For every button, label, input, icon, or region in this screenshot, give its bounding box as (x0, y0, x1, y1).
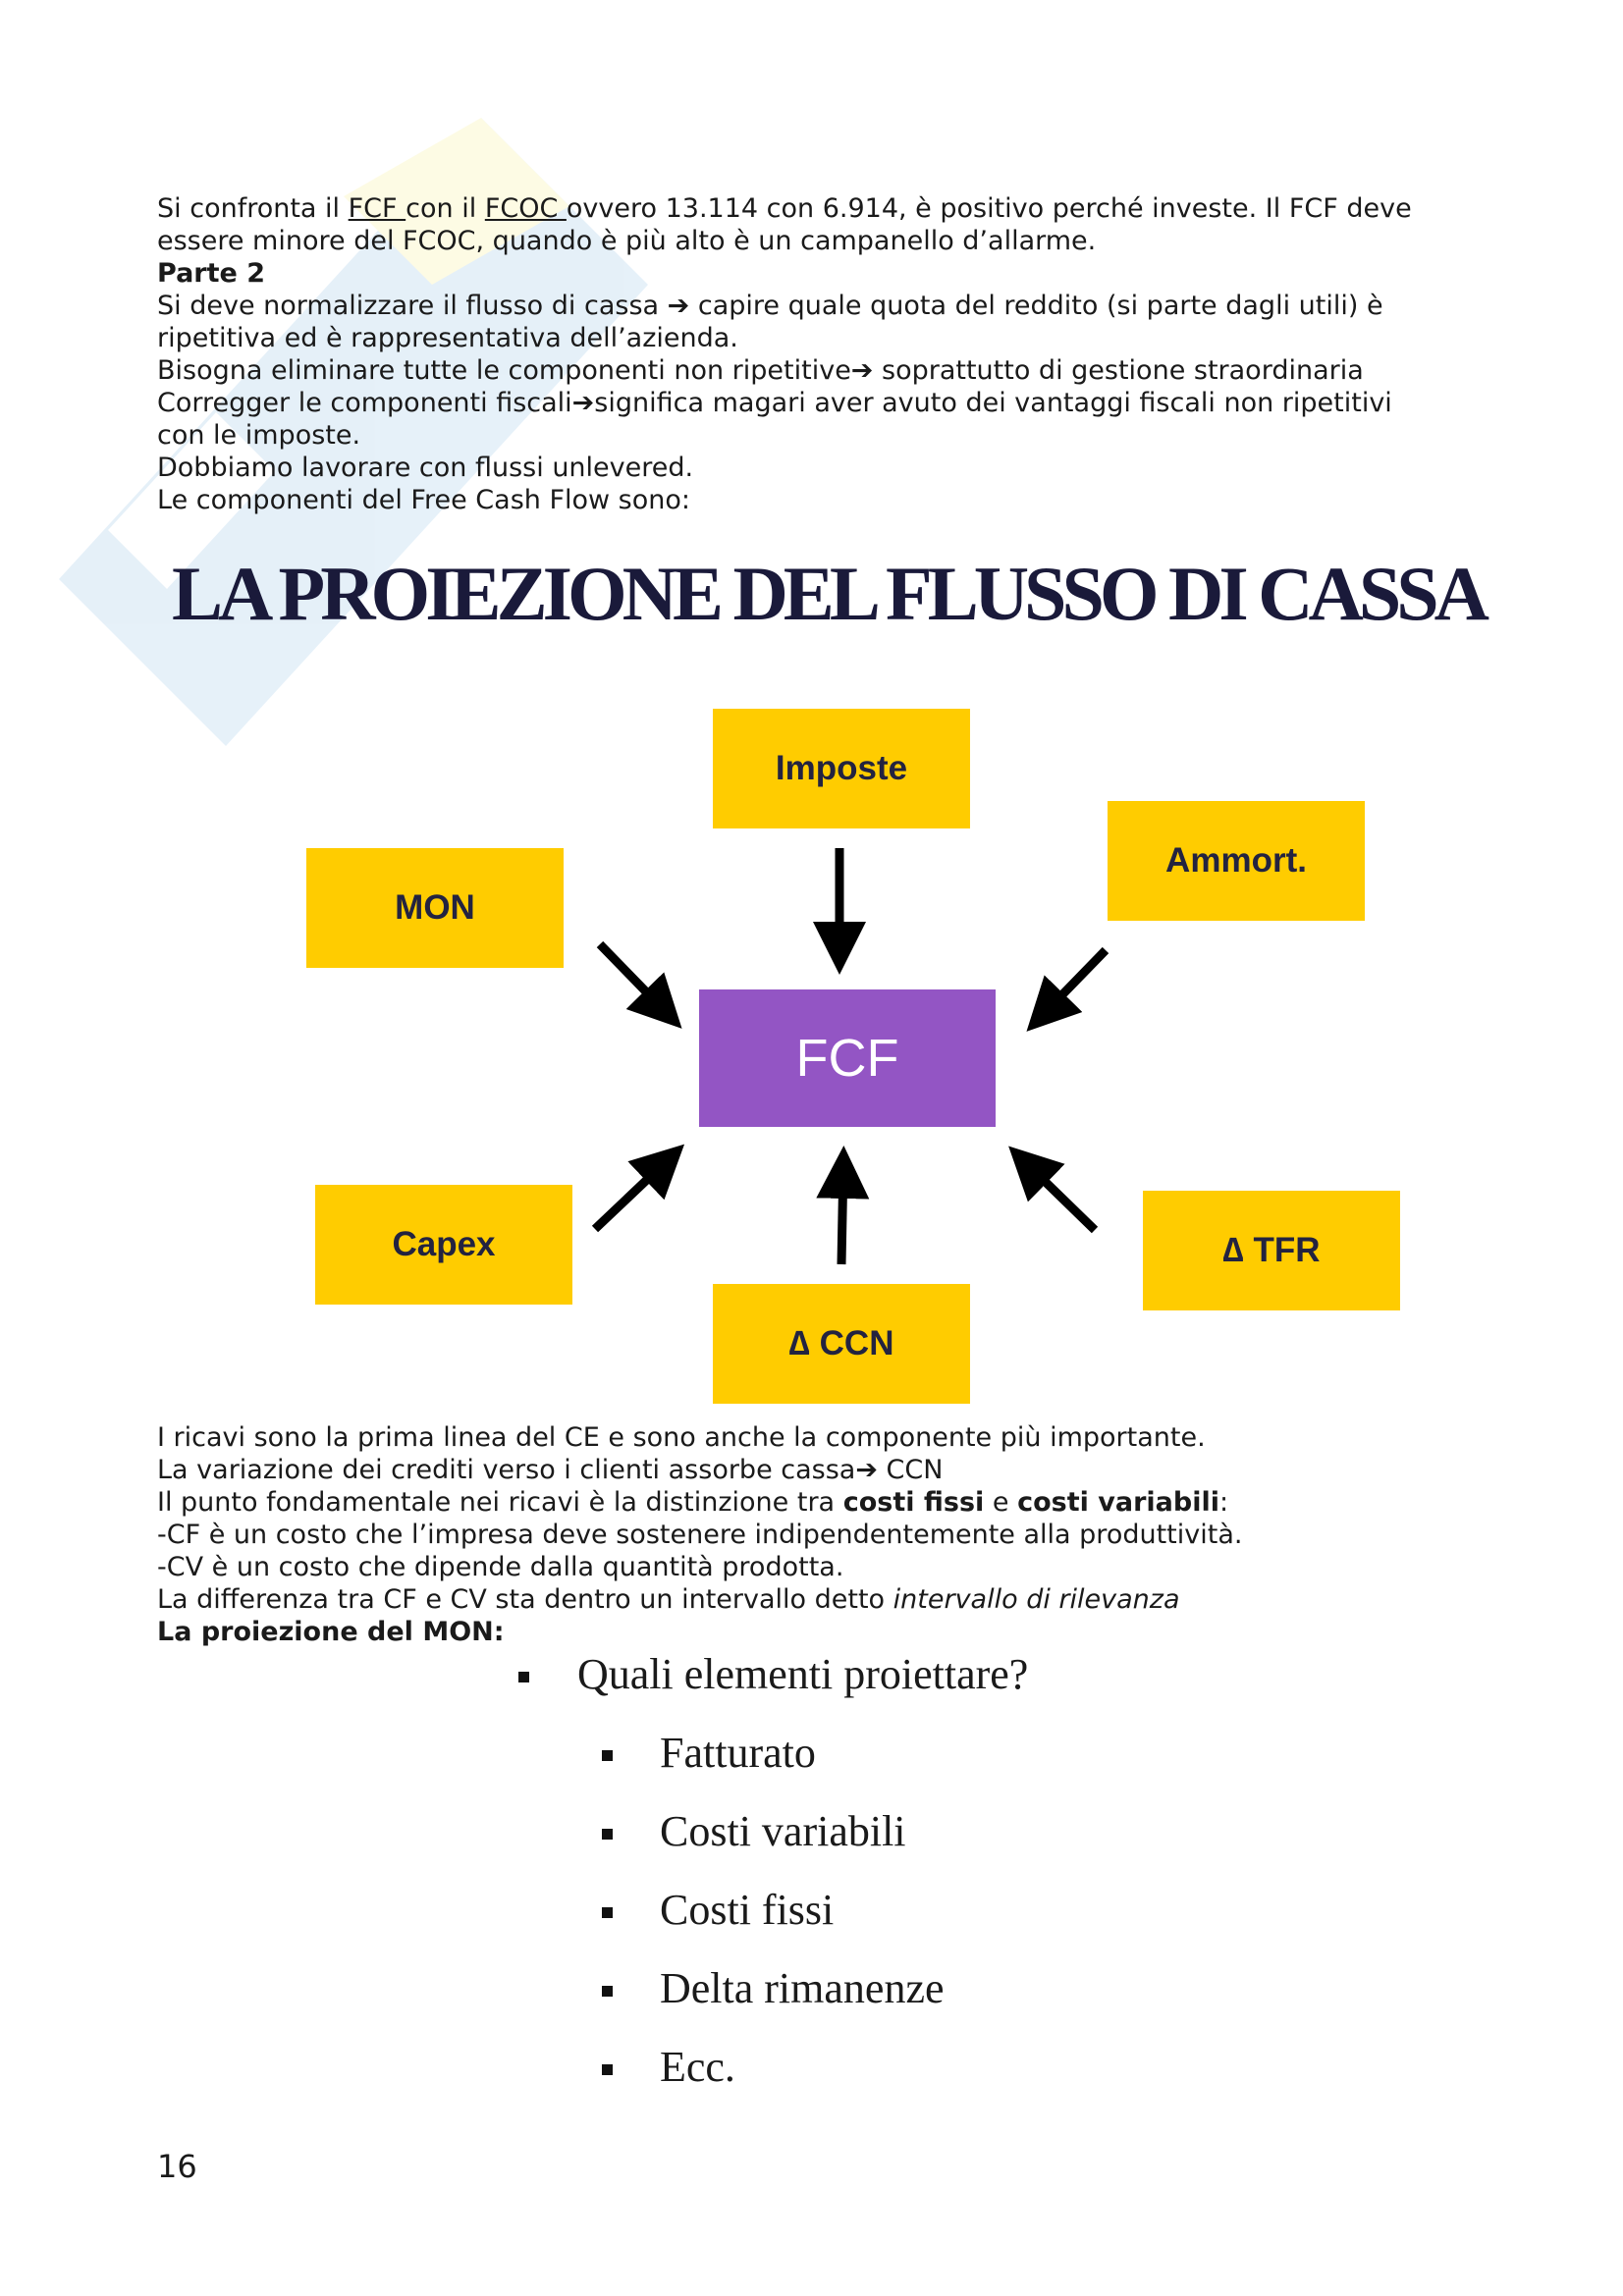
bullet-square-icon (602, 2064, 613, 2075)
bullet-item: Costi variabili (660, 1807, 906, 1855)
text-line: Dobbiamo lavorare con flussi unlevered. (157, 453, 694, 483)
arrow-ccn (841, 1163, 843, 1264)
body-text (157, 1421, 1512, 1648)
box-capex: Capex (315, 1185, 572, 1305)
text-line: Si deve normalizzare il flusso di cassa ➔ capire quale quota del reddito (si parte dagli utili) è (157, 291, 1383, 321)
text-line: La differenza tra CF e CV sta dentro un intervallo detto intervallo di rilevanza (157, 1584, 1180, 1615)
bullet-square-icon (518, 1672, 529, 1682)
text-line: essere minore del FCOC, quando è più alto è un campanello d’allarme. (157, 226, 1097, 256)
section-heading: La proiezione del MON: (157, 1617, 505, 1647)
text-line: Le componenti del Free Cash Flow sono: (157, 485, 690, 515)
bullet-square-icon (602, 1986, 613, 1997)
fcoc-link: FCOC (484, 193, 567, 224)
box-fcf: FCF (699, 989, 996, 1127)
box-mon: MON (306, 848, 564, 968)
text-line: -CF è un costo che l’impresa deve sostenere indipendentemente alla produttività. (157, 1520, 1243, 1550)
bullet-square-icon (602, 1907, 613, 1918)
arrow-tfr (1021, 1158, 1095, 1230)
section-heading: Parte 2 (157, 258, 266, 289)
bullet-item: Ecc. (660, 2043, 735, 2091)
box-ammort: Ammort. (1108, 801, 1365, 921)
bullet-main: Quali elementi proiettare? (577, 1650, 1029, 1698)
text-line: Corregger le componenti fiscali➔significa magari aver avuto dei vantaggi fiscali non ripetitivi (157, 388, 1392, 418)
text-line: -CV è un costo che dipende dalla quantità prodotta. (157, 1552, 844, 1582)
text-line: Il punto fondamentale nei ricavi è la distinzione tra costi fissi e costi variabili: (157, 1487, 1229, 1518)
bullet-square-icon (602, 1829, 613, 1840)
bullet-item: Fatturato (660, 1729, 816, 1777)
text-line: Bisogna eliminare tutte le componenti non ripetitive➔ soprattutto di gestione straordinaria (157, 355, 1364, 386)
diagram-title: LA PROIEZIONE DEL FLUSSO DI CASSA (172, 551, 1485, 636)
bullet-item: Delta rimanenze (660, 1964, 945, 2012)
arrow-capex (595, 1156, 672, 1229)
text-line: I ricavi sono la prima linea del CE e sono anche la componente più importante. (157, 1422, 1206, 1453)
bullet-square-icon (602, 1750, 613, 1761)
text-line: La variazione dei crediti verso i clienti assorbe cassa➔ CCN (157, 1455, 944, 1485)
text-line: con le imposte. (157, 420, 361, 451)
arrow-ammort (1039, 950, 1106, 1019)
page-number: 16 (157, 2148, 197, 2185)
box-tfr: ∆ TFR (1143, 1191, 1400, 1310)
text-line: Si confronta il FCF con il FCOC ovvero 13.114 con 6.914, è positivo perché investe. Il FCF deve (157, 193, 1412, 224)
box-imposte: Imposte (713, 709, 970, 828)
arrow-mon (600, 944, 670, 1016)
text-line: ripetitiva ed è rappresentativa dell’azienda. (157, 323, 738, 353)
fcf-link: FCF (348, 193, 406, 224)
box-ccn: ∆ CCN (713, 1284, 970, 1404)
bullet-item: Costi fissi (660, 1886, 835, 1934)
